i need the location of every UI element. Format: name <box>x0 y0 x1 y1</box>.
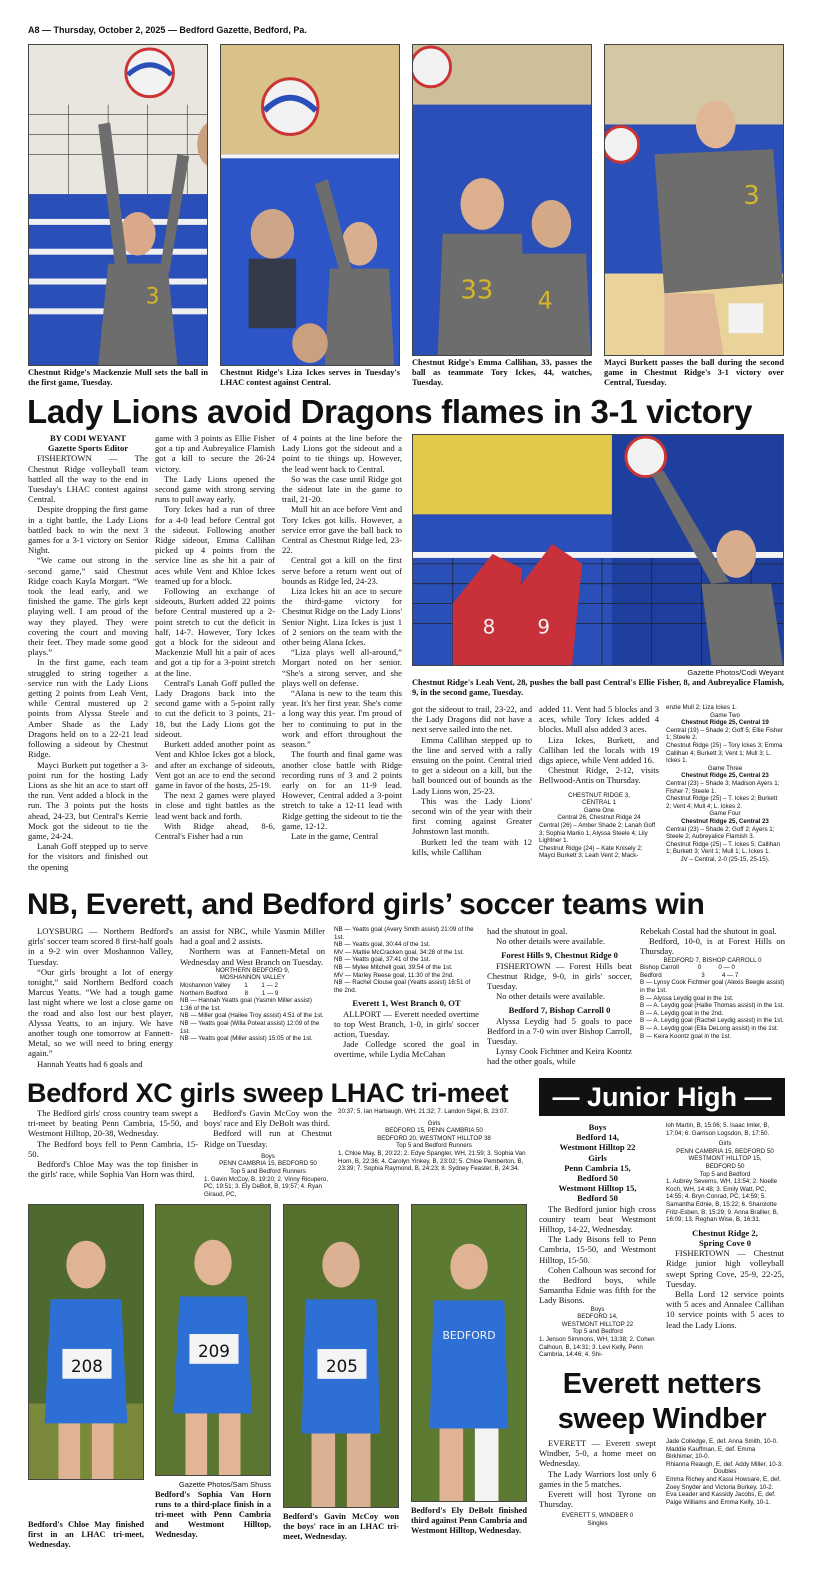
box-score: Chestnut Ridge 25, Central 23 <box>681 772 769 780</box>
box-title: PENN CAMBRIA 15, BEDFORD 50 <box>676 1147 774 1155</box>
box-line: JV – Central, 2-0 (25-15, 25-15). <box>680 855 770 863</box>
box-label: Girls <box>718 1140 732 1148</box>
photo-callihan <box>412 44 592 356</box>
paragraph: “Alana is new to the team this year. It's her first year. She's come a long way this year. I'm proud of her to continuing to put in the work and effort throughout the season.” <box>282 688 402 750</box>
headline-soccer: NB, Everett, and Bedford girls’ soccer teams win <box>27 888 705 921</box>
bib-number: 208 <box>71 1355 103 1376</box>
headline-xc: Bedford XC girls sweep LHAC tri-meet <box>27 1078 509 1108</box>
box-line: Rhianna Reaugh, E, def. Addy Miller, 10-3. <box>666 1460 783 1468</box>
paragraph: The fourth and final game was another close battle with Ridge recording runs of 3 and 2 points early on for an 11-9 lead. However, Central added a 3-point stretch to take a 12-11 lead with Ridge getting the sideout to tie the game, 12-12. <box>282 749 402 831</box>
bib-number: 205 <box>326 1355 358 1376</box>
paragraph: “Our girls brought a lot of energy tonight,” said Northern Bedford coach Marcus Yeatts. “We had a tough game last night where we lost a close game on the road and also lost our best player, Alyssa Yeatts, to an injury. We have another tough one tomorrow at Fannett-Metal, so we will need to bring energy again.” <box>28 966 173 1059</box>
box-title: MOSHANNON VALLEY <box>219 974 286 982</box>
svg-text:3: 3 <box>743 180 760 211</box>
svg-text:8: 8 <box>482 615 496 639</box>
box-line: 20:37; 5. Ian Harbaugh, WH, 21:32; 7. Landon Sigel, B, 23:07. <box>338 1108 509 1115</box>
box-line: NB — Yeatts goal (Willa Poteat assist) 12:09 of the 1st. <box>180 1019 320 1035</box>
box-line: B — A. Leydig goal (Rachel Leydig assist) in the 1st. <box>640 1017 784 1025</box>
paragraph: FISHERTOWN — The Chestnut Ridge volleyball team battled all the way to the end in Tuesday's LHAC contest against Central. <box>28 453 148 505</box>
paragraph: The Bedford junior high cross country team beat Westmont Hilltop, 14-22, Wednesday. <box>539 1203 656 1235</box>
box-line: Central (23) – Shade 2; Goff 2; Ayers 1; Steele 2; Aubreyalice Flamish 3. <box>666 825 775 841</box>
box-label: Boys <box>261 1152 275 1160</box>
paragraph: The Lady Lions opened the second game with strong serving runs to pull away early. <box>155 473 275 505</box>
photo-sophia-van-horn-image <box>156 1205 270 1475</box>
paragraph: Alyssa Leydig had 5 goals to pace Bedford in a 7-0 win over Bishop Carroll, Tuesday. <box>487 1015 632 1047</box>
paragraph: EVERETT — Everett swept Windber, 5-0, a home meet on Wednesday. <box>539 1438 656 1469</box>
caption-chloe-may: Bedford's Chloe May finished first in an LHAC tri-meet, Wednesday. <box>28 1520 144 1549</box>
box-game: Game Four <box>709 810 741 818</box>
photo-callihan-image <box>413 45 591 355</box>
photo-leah-vent <box>412 434 784 666</box>
caption-leah-vent: Chestnut Ridge's Leah Vent, 28, pushes the ball past Central's Ellie Fisher, 8, and Aubreyalice Flamish, 9, in the second game, Tuesday. <box>412 678 784 697</box>
box-line: Chestnut Ridge (25) – T. Ickes 2; Burkett 2; Vent 4; Mull 4; L. Ickes 2. <box>666 795 778 810</box>
paragraph: Bella Lord 12 service points with 5 aces and Annalee Callihan 10 service points with 5 aces to lead the Lady Lions. <box>666 1288 784 1330</box>
paragraph: Lanah Goff stepped up to serve for the visitors and finished out the opening <box>28 841 148 872</box>
box-line: loh Martin, B, 15:06; 5. Isaac Imler, B, 17:04; 6. Garrison Logsdon, B, 17:50. <box>666 1122 770 1137</box>
paragraph: Liza Ickes hit an ace to secure the third-game victory for Chestnut Ridge on the Lady Lions' Senior Night. Liza Ickes is just 1 of 2 seniors on the team with the other being Alana Ickes. <box>282 586 402 648</box>
soccer-column-1 <box>28 926 173 1068</box>
jersey-text: BEDFORD <box>442 1329 496 1343</box>
box-row: Moshannon Valley 1 1 — 2 <box>180 982 278 989</box>
photo-credit-weyant: Gazette Photos/Codi Weyant <box>687 668 784 677</box>
box-label: Boys <box>590 1305 605 1313</box>
paragraph: The next 2 games were played in close and tight battles as the lead went back and forth. <box>155 790 275 821</box>
box-line: 1. Jenson Simmons, WH, 13:38; 2. Cohen Calhoun, B, 14:31; 3. Levi Kelly, Penn Cambria, 14:46; 4. Shi- <box>539 1336 655 1359</box>
box-line: Chestnut Ridge (24) – Kate Knisely 2; Mayci Burkett 3; Leah Vent 2; Mack- <box>539 844 643 860</box>
bib-number: 209 <box>198 1340 230 1361</box>
paragraph: Liza Ickes, Burkett, and Callihan led the locals with 19 digs apiece, while Vent added 16. <box>539 734 659 766</box>
tennis-column-2 <box>666 1438 784 1576</box>
paragraph: Cohen Calhoun was second for the Bedford boys, while Samantha Ednie was fifth for the Lady Bisons. <box>539 1264 656 1306</box>
subhead: Spring Cove 0 <box>698 1237 752 1248</box>
paragraph: Burkett led the team with 12 kills, while Callihan <box>412 836 532 857</box>
byline-name: BY CODI WEYANT <box>49 433 127 443</box>
tennis-column-1 <box>539 1438 656 1576</box>
subhead: Westmont Hilltop 22 <box>559 1142 636 1153</box>
soccer-column-5 <box>640 926 785 1068</box>
box-line: enzie Mull 2; Liza Ickes 1. <box>666 704 737 711</box>
caption-callihan: Chestnut Ridge's Emma Callihan, 33, passes the ball as teammate Tory Ickes, 44, watches, Tuesday. <box>412 358 592 387</box>
box-line: MV — Marley Reese goal, 11:30 of the 2nd. <box>334 971 454 979</box>
caption-gavin-mccoy: Bedford's Gavin McCoy won the boys' race in an LHAC tri-meet, Wednesday. <box>283 1512 399 1541</box>
paragraph: No other details were available. <box>496 936 606 947</box>
box-line: B — A. Leydig goal (Ella DeLong assist) in the 1st. <box>640 1024 779 1032</box>
photo-chloe-may <box>28 1204 144 1480</box>
subhead: Girls <box>588 1152 607 1163</box>
paragraph: an assist for NBC, while Yasmin Miller had a goal and 2 assists. <box>180 926 325 947</box>
subhead: Chestnut Ridge 2, <box>692 1227 758 1238</box>
box-title: Top 5 and Bedford Runners <box>230 1168 306 1175</box>
box-game: Game Three <box>707 764 743 772</box>
photo-credit-shuss: Gazette Photos/Sam Shuss <box>178 1480 271 1489</box>
box-line: B — Keira Koontz goal in the 1st. <box>640 1032 732 1040</box>
box-title: Top 5 and Bedford Runners <box>396 1142 472 1150</box>
paragraph: Central's Lanah Goff pulled the Lady Dragons back into the second game with a 5-point rally to cut the deficit to 3 points, 21-18, but the Lady Lions got the sideout. <box>155 677 275 739</box>
paragraph: This was the Lady Lions' second win of the year with their first coming against Greater Johnstown last month. <box>412 795 532 837</box>
paragraph: ALLPORT — Everett needed overtime to top West Branch, 1-0, in girls' soccer action, Tuesday. <box>334 1008 479 1039</box>
photo-ely-debolt <box>411 1204 527 1502</box>
paragraph: Bedford will run at Chestnut Ridge on Tuesday. <box>204 1128 332 1149</box>
paragraph: Hannah Yeatts had 6 goals and <box>37 1058 143 1068</box>
volleyball-column-1 <box>28 433 148 893</box>
box-title: Top 5 and Bedford <box>699 1170 751 1178</box>
subhead: Everett 1, West Branch 0, OT <box>352 998 461 1009</box>
photo-mull-image <box>29 45 207 365</box>
paragraph: So was the case until Ridge got the sideout late in the game to trail, 21-20. <box>282 473 402 505</box>
paragraph: In the first game, each team struggled to string together a service run with the Lady Lions getting 2 points from Leah Vent, while Central mustered up 2 points from Alyssa Steele and Amber Shade as the Lady Dragons held on to a 22-21 lead following a sideout by Chestnut Ridge. <box>28 657 148 760</box>
box-title: EVERETT 5, WINDBER 0 <box>561 1512 634 1520</box>
paragraph: added 11. Vent had 5 blocks and 3 aces, while Tory Ickes added 4 blocks. Mull also added 3 aces. <box>539 704 659 735</box>
box-line: NB — Rachel Clouse goal (Yeatts assist) 16:51 of the 2nd. <box>334 979 471 994</box>
box-line: NB — Miller goal (Hailee Troy assist) 4:51 of the 1st. <box>180 1012 324 1020</box>
caption-ely-debolt: Bedford's Ely DeBolt finished third against Penn Cambria and Westmont Hilltop, Wednesday. <box>411 1506 527 1535</box>
byline-title: Gazette Sports Editor <box>47 443 129 454</box>
subhead: Boys <box>588 1122 607 1132</box>
paragraph: FISHERTOWN — Forest Hills beat Chestnut Ridge, 9-0, in girls' soccer, Tuesday. <box>487 960 632 992</box>
paragraph: Burkett added another point as Vent and Khloe Ickes got a block, and after an exchange of sideouts, Vent got an ace to end the second game in favor of the hosts, 25-19. <box>155 739 275 790</box>
subhead: Westmont Hilltop 15, <box>558 1183 637 1194</box>
paragraph: No other details were available. <box>496 991 606 1002</box>
soccer-column-3 <box>334 926 479 1068</box>
box-line: Eva Leader and Kassidy Jacobs, E, def. Paige Williams and Emma Kelly, 10-1. <box>666 1491 776 1506</box>
paragraph: game with 3 points as Ellie Fisher got a tip and Aubreyalice Flamish got a kill to secure the 26-24 victory. <box>155 433 275 474</box>
subhead: Bedford 50 <box>577 1193 618 1204</box>
photo-burkett-image <box>605 45 783 355</box>
box-line: B — Alyssa Leydig goal in the 1st. <box>640 994 734 1002</box>
box-line: Jade Colledge, E, def. Anna Smith, 10-0. <box>666 1438 778 1445</box>
paragraph: Late in the game, Central <box>291 830 379 841</box>
paragraph: Mull hit an ace before Vent and Tory Ickes got kills. However, a service error gave the ball back to Central as Chestnut Ridge led, 23-22. <box>282 504 402 556</box>
box-line: Chestnut Ridge (25) – T. Ickes 5; Callihan 1; Burkett 3; Vent 1; Mull 1; L. Ickes 1. <box>666 840 781 856</box>
soccer-column-2 <box>180 926 325 1068</box>
paragraph: The Bedford girls' cross country team swept a tri-meet by beating Penn Cambria, 15-50, and Westmont Hilltop, 20-38, Wednesday. <box>28 1108 198 1139</box>
paragraph: Chestnut Ridge, 2-12, visits Bellwood-Antis on Thursday. <box>539 765 659 786</box>
photo-sophia-van-horn <box>155 1204 271 1476</box>
caption-mull: Chestnut Ridge's Mackenzie Mull sets the ball in the first game, Tuesday. <box>28 368 208 387</box>
paragraph: Following an exchange of sideouts, Burkett added 22 points before Central mustered up a 2-point stretch to cut the deficit in half, 14-7. However, Tory Ickes got a block for the sideout and Mackenzie Mull hit a pair of aces and got a tip for a 3-point stretch at the line. <box>155 586 275 678</box>
photo-gavin-mccoy <box>283 1204 399 1508</box>
photo-burkett <box>604 44 784 356</box>
box-title: BEDFORD 50 <box>705 1162 745 1170</box>
box-title: BEDFORD 20, WESTMONT HILLTOP 38 <box>377 1134 491 1142</box>
folio: A8 — Thursday, October 2, 2025 — Bedford Gazette, Bedford, Pa. <box>28 25 307 35</box>
box-game: Game One <box>583 806 615 814</box>
headline-volleyball: Lady Lions avoid Dragons flames in 3-1 victory <box>27 393 753 430</box>
box-title: BEDFORD 15, PENN CAMBRIA 50 <box>385 1127 483 1135</box>
subhead: Bedford 7, Bishop Carroll 0 <box>508 1005 611 1016</box>
box-line: NB — Yeatts goal (Avery Smith assist) 21:09 of the 1st. <box>334 926 474 941</box>
box-game: Game Two <box>710 711 740 719</box>
junior-high-column-2 <box>666 1122 784 1376</box>
subhead: Bedford 14, <box>576 1132 619 1143</box>
photo-liza-ickes-image <box>221 45 399 365</box>
svg-text:3: 3 <box>145 284 160 310</box>
box-line: B — Lynsy Cook Fichtner goal (Alexis Beegle assist) in the 1st. <box>640 979 785 994</box>
paragraph: had the shutout in goal. <box>487 926 568 936</box>
subhead: Penn Cambria 15, <box>564 1162 631 1173</box>
box-line: Central (23) – Shade 3; Madison Ayers 1; Fisher 7; Steele 1. <box>666 779 780 795</box>
paragraph: Mayci Burkett put together a 3-point run for the hosting Lady Lions as she hit an ace to start off the run. Vent added a block in the run. The 3 points put the hosts ahead, 24-23, but Central's Kerrie Mock got the sideout to tie the game, 24-24. <box>28 759 148 841</box>
paragraph: Rebekah Costal had the shutout in goal. <box>640 926 777 936</box>
subhead: Forest Hills 9, Chestnut Ridge 0 <box>501 950 618 961</box>
box-title: CHESTNUT RIDGE 3, <box>568 791 630 799</box>
paragraph: Emma Callihan stepped up to the line and served with a rally ensuing on the point. Central tried to get a sideout on a kill, but the ball bounced out of bounds as the Lady Lions won, 25-23. <box>412 734 532 796</box>
xc-column-2 <box>204 1108 332 1200</box>
box-row: Northern Bedford 8 1 — 9 <box>180 989 279 997</box>
box-line: Central (26) – Amber Shade 2; Lanah Goff 3; Sophia Marko 1; Alyssa Steele 4; Lily Lightner 1. <box>539 822 656 845</box>
box-line: NB — Yeatts goal, 37:41 of the 1st. <box>334 956 431 964</box>
photo-chloe-may-image <box>29 1205 143 1479</box>
box-title: PENN CAMBRIA 15, BEDFORD 50 <box>219 1160 317 1168</box>
box-score: Chestnut Ridge 25, Central 23 <box>681 817 769 825</box>
photo-ely-debolt-image <box>412 1205 526 1501</box>
xc-column-3 <box>338 1108 530 1200</box>
box-line: NB — Yeatts goal (Miller assist) 15:05 of the 1st. <box>180 1035 313 1043</box>
box-line: NB — Yeatts goal, 30:44 of the 1st. <box>334 941 431 949</box>
paragraph: Bedford's Chloe May was the top finisher in the girls' race, while Sophia Van Horn was third. <box>28 1159 198 1180</box>
volleyball-column-5 <box>539 704 659 893</box>
svg-text:33: 33 <box>460 275 494 306</box>
svg-text:4: 4 <box>537 286 553 315</box>
box-score: Central 26, Chestnut Ridge 24 <box>557 814 641 822</box>
box-line: 1. Aubrey Severns, WH, 13:54; 2. Noelle Koch, WH, 14:48; 3. Emily Watt, PC, 14:55; 4. Bryn Conrad, PC, 14:59; 5. Samantha Ednie, B, 15:22; 6. Sharolotte Fritz-Esben, B, 15:29; 9. Anna Brallier, B, 16:09; 13. Reghan Wise, B, 16:31. <box>666 1178 779 1224</box>
paragraph: Northern was at Fannett-Metal on Wednesday and West Branch on Tuesday. <box>180 946 325 967</box>
paragraph: Tory Ickes had a run of three for a 4-0 lead before Central got the sideout. Following another Ridge sideout, Emma Callihan picked up 4 points from the service line as she hit a pair of aces while Vent and Khloe Ickes teamed up for a block. <box>155 504 275 586</box>
headline-tennis-2: sweep Windber <box>557 1403 767 1435</box>
caption-liza-ickes: Chestnut Ridge's Liza Ickes serves in Tuesday's LHAC contest against Central. <box>220 368 400 387</box>
paragraph: Despite dropping the first game in a tight battle, the Lady Lions battled back to win the next 3 games for a 3-1 victory on Senior Night. <box>28 504 148 556</box>
paragraph: of 4 points at the line before the Lady Lions got the sideout and a point to tie things up. However, the lead went back to Central. <box>282 433 402 474</box>
paragraph: Jade Colledge scored the goal in overtime, while Lydia McCahan <box>334 1039 479 1060</box>
photo-leah-vent-image <box>413 435 783 665</box>
svg-text:9: 9 <box>537 615 550 639</box>
xc-column-1 <box>28 1108 198 1200</box>
box-title: BEDFORD 14, <box>577 1313 618 1321</box>
paragraph: “We came out strong in the second game,” said Chestnut Ridge coach Kayla Morgart. “We took the lead early, and we finished the game. The girls kept playing well. I am proud of the way they played. They were covering the court and moving their feet. They made some good plays.” <box>28 555 148 658</box>
box-title: NORTHERN BEDFORD 9, <box>215 966 290 974</box>
box-title: WESTMONT HILLTOP 22 <box>561 1320 634 1328</box>
volleyball-box-score <box>666 704 784 893</box>
box-line: 1. Gavin McCoy, B, 19:20; 2. Vinny Ricupero, PC, 19:51; 3. Ely DeBolt, B, 19:57; 4. Ryan Giraud, PC, <box>204 1175 328 1198</box>
volleyball-column-2 <box>155 433 275 893</box>
box-line: B — A. Leydig goal (Hallie Thomas assist) in the 1st. <box>640 1002 784 1010</box>
paragraph: “Liza plays well all-around,” Morgart noted on her senior. “She's a strong server, and she plays well on defense. <box>282 647 402 688</box>
box-line: B — A. Leydig goal in the 2nd. <box>640 1009 724 1017</box>
box-title: Top 5 and Bedford <box>572 1328 623 1336</box>
box-line: NB — Mylee Mitchell goal, 39:54 of the 1st. <box>334 963 453 971</box>
junior-high-column-1 <box>539 1122 656 1376</box>
junior-high-banner: — Junior High — <box>539 1078 785 1116</box>
box-label: Doubles <box>713 1468 737 1476</box>
soccer-column-4 <box>487 926 632 1068</box>
paragraph: LOYSBURG — Northern Bedford's girls' soccer team scored 8 first-half goals in a 9-2 win over Moshannon Valley, Tuesday. <box>28 926 173 967</box>
box-title: BEDFORD 7, BISHOP CARROLL 0 <box>663 956 762 964</box>
paragraph: Central got a kill on the first serve before a return went out of bounds as Ridge led, 24-23. <box>282 555 402 586</box>
photo-liza-ickes <box>220 44 400 366</box>
paragraph: The Bedford boys fell to Penn Cambria, 15-50. <box>28 1138 198 1159</box>
photo-mull <box>28 44 208 366</box>
box-line: Central (19) – Shade 2; Goff 5; Ellie Fisher 1; Steele 2. <box>666 726 783 742</box>
paragraph: Bedford, 10-0, is at Forest Hills on Thursday. <box>640 936 785 957</box>
paragraph: Everett will host Tyrone on Thursday. <box>539 1489 656 1510</box>
box-title: CENTRAL 1 <box>582 799 616 807</box>
headline-tennis-1: Everett netters <box>562 1368 762 1400</box>
box-line: Emma Richey and Kassi Howsare, E, def. Zoey Snyder and Victoria Burkey, 10-2. <box>666 1475 781 1491</box>
box-line: NB — Hannah Yeatts goal (Yasmin Miller assist) 1:36 of the 1st. <box>180 997 312 1012</box>
box-label: Singles <box>587 1520 608 1528</box>
box-line: Maddie Kauffman, E, def. Emma Birkhimer, 10-0. <box>666 1445 756 1461</box>
subhead: Bedford 50 <box>577 1173 618 1184</box>
volleyball-column-3 <box>282 433 402 893</box>
box-score: Chestnut Ridge 25, Central 19 <box>681 719 769 727</box>
caption-sophia-van-horn: Bedford's Sophia Van Horn runs to a third-place finish in a tri-meet with Penn Cambria and Westmont Hilltop, Wednesday. <box>155 1490 271 1539</box>
paragraph: Bedford's Gavin McCoy won the boys' race and Ely DeBolt was third. <box>204 1108 332 1129</box>
box-line: MV — Mattie McCracken goal, 34:28 of the 1st. <box>334 948 464 956</box>
box-line: Chestnut Ridge (25) – Tory Ickes 3; Emma Callihan 4; Burkett 3; Vent 1; Mull 3; L. Ickes 1. <box>666 741 783 765</box>
paragraph: Lynsy Cook Fichtner and Keira Koontz had the other goals, while <box>487 1046 632 1067</box>
box-line: 1. Chloe May, B, 20:22; 2. Edye Spangler, WH, 21:59; 3. Sophia Van Horn, B, 22:36; 4. Carolyn Yinkey, B, 23:02; 5. Chloe Pemberton, B, 23:39; 7. Sophia Raymond, B, 24:23; 8. Sydney Feaster, B, 24:34. <box>338 1149 526 1173</box>
paragraph: got the sideout to trail, 23-22, and the Lady Dragons did not have a next serve sailed into the net. <box>412 704 532 735</box>
caption-burkett: Mayci Burkett passes the ball during the second game in Chestnut Ridge's 3-1 victory over Central, Tuesday. <box>604 358 784 387</box>
paragraph: The Lady Bisons fell to Penn Cambria, 15-50, and Westmont Hilltop, 15-50. <box>539 1234 656 1265</box>
paragraph: The Lady Warriors lost only 6 games in the 5 matches. <box>539 1468 656 1489</box>
paragraph: With Ridge ahead, 8-6, Central's Fisher had a run <box>155 820 275 841</box>
box-label: Girls <box>427 1119 441 1127</box>
volleyball-column-4 <box>412 704 532 893</box>
box-title: WESTMONT HILLTOP 15, <box>688 1155 762 1163</box>
box-row: Bedford 3 4 — 7 <box>640 971 739 979</box>
photo-gavin-mccoy-image <box>284 1205 398 1507</box>
paragraph: FISHERTOWN — Chestnut Ridge junior high volleyball swept Spring Cove, 25-9, 22-25, Tuesday. <box>666 1248 784 1289</box>
box-row: Bishop Carroll 0 0 — 0 <box>640 964 735 972</box>
